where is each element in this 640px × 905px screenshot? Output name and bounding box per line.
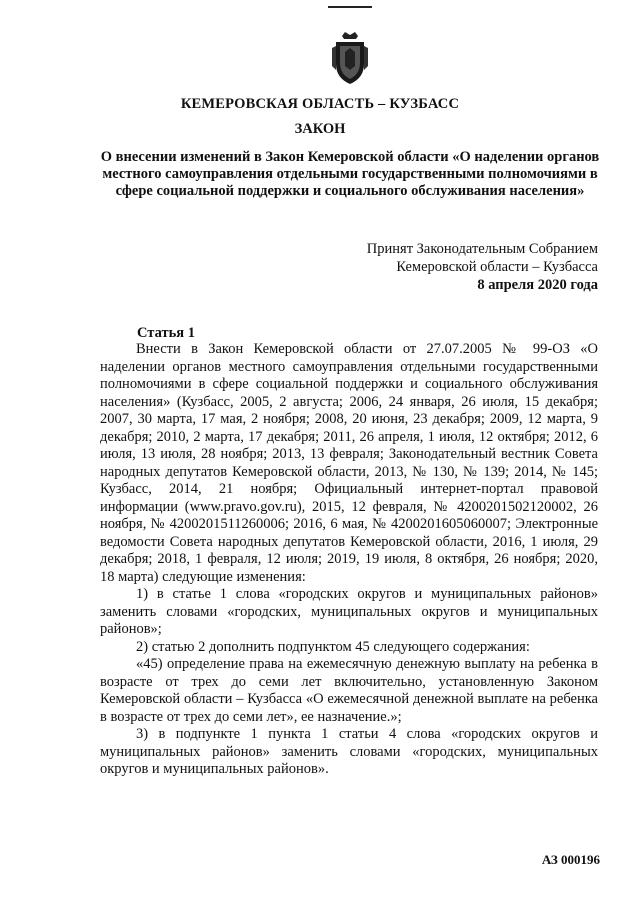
article-paragraph: 1) в статье 1 слова «городских округов и муниципальных районов» заменить словами «городских, муниципальных округов и муниципальных районов»; xyxy=(100,586,598,637)
article-paragraph: Внести в Закон Кемеровской области от 27.07.2005 № 99-ОЗ «О наделении органов местного самоуправления отдельными государственными полномочиями в сфере социальной поддержки и социального обслуживания населения» (Кузбасс, 2005, 2 августа; 2006, 24 января, 26 июля, 15 декабря; 2007, 30 марта, 17 мая, 2 ноября; 2008, 20 июня, 23 декабря; 2009, 12 марта, 9 декабря; 2010, 2 марта, 17 декабря; 2011, 26 апреля, 1 июля, 12 октября; 2012, 6 июля, 13 июля, 28 ноября; 2013, 13 февраля; Законодательный вестник Совета народных депутатов Кемеровской области, 2013, № 130, № 139; 2014, № 145; Кузбасс, 2014, 21 ноября; Официальный интернет-портал правовой информации (www.pravo.gov.ru), 2015, 12 февраля, № 4200201502120002, 26 ноября, № 4200201511260006; 2016, 6 мая, № 4200201605060007; Электронные ведомости Совета народных депутатов Кемеровской области, 2016, 1 июля, 29 декабря; 2018, 1 февраля, 12 июля; 2019, 19 июля, 8 октября, 26 ноября; 2020, 18 марта) следующие изменения: xyxy=(100,341,598,585)
top-rule xyxy=(328,6,372,8)
adoption-line-2: Кемеровской области – Кузбасса xyxy=(396,259,598,275)
coat-of-arms-icon xyxy=(328,30,372,86)
article-heading: Статья 1 xyxy=(137,325,195,341)
document-type: ЗАКОН xyxy=(294,121,346,137)
article-paragraph: «45) определение права на ежемесячную денежную выплату на ребенка в возрасте от трех до семи лет включительно, установленную Законом Кемеровской области – Кузбасса «О ежемесячной денежной выплате на ребенка в возрасте от трех до семи лет», ее назначение.»; xyxy=(100,656,598,725)
region-name: КЕМЕРОВСКАЯ ОБЛАСТЬ – КУЗБАСС xyxy=(180,96,460,112)
adoption-date: 8 апреля 2020 года xyxy=(477,277,598,293)
adoption-line-1: Принят Законодательным Собранием xyxy=(366,241,598,257)
serial-number: АЗ 000196 xyxy=(541,852,600,867)
law-title: О внесении изменений в Закон Кемеровской области «О наделении органов местного самоуправления отдельными государственными полномочиями в сфере социальной поддержки и социального обслуживания населения» xyxy=(100,149,600,199)
article-paragraph: 3) в подпункте 1 пункта 1 статьи 4 слова «городских округов и муниципальных районов» заменить словами «городских, муниципальных округов и муниципальных районов». xyxy=(100,726,598,777)
adoption-block xyxy=(367,240,598,294)
article-paragraph: 2) статью 2 дополнить подпунктом 45 следующего содержания: xyxy=(136,638,530,655)
article-body xyxy=(100,341,598,779)
